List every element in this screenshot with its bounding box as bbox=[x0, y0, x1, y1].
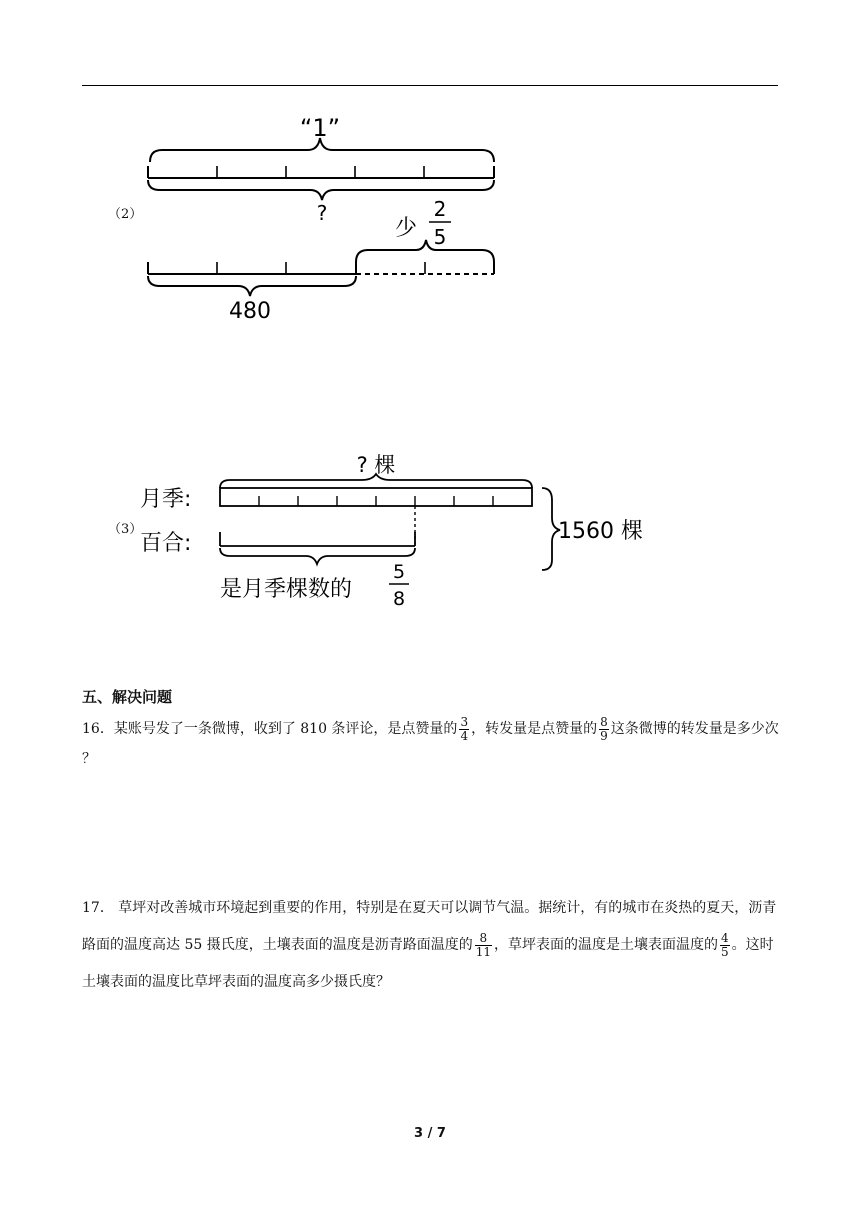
q16-part3: 这条微博的转发量是多少次 ？ bbox=[82, 721, 779, 767]
diagram2-bottom-brace bbox=[148, 276, 356, 296]
q17-fraction-1: $\frac{8}{11}$ bbox=[475, 930, 491, 959]
diagram3-bottom-brace bbox=[220, 548, 415, 564]
question-17 bbox=[82, 890, 782, 1001]
diagram2-question: ? bbox=[316, 201, 328, 225]
page-number: 3 / 7 bbox=[414, 1126, 446, 1141]
diagram3-total: 1560 棵 bbox=[558, 519, 643, 544]
diagram3-note-num: 5 bbox=[392, 561, 406, 583]
diagram2-less-brace bbox=[356, 240, 494, 262]
q17-part2: ，草坪表面的温度是土壤表面温度的 bbox=[494, 937, 718, 953]
diagram3-row2: 百合: bbox=[140, 531, 192, 556]
diagram2-one-label: “1” bbox=[299, 114, 341, 142]
question-16 bbox=[82, 714, 782, 774]
diagram3 bbox=[140, 448, 660, 616]
diagram3-label: （3） bbox=[108, 522, 143, 537]
diagram2-less-num: 2 bbox=[433, 197, 447, 221]
q17-part1: 17． 草坪对改善城市环境起到重要的作用，特别是在夏天可以调节气温。据统计，有的城市在炎热的夏天，沥青路面的温度高达 55 摄氏度，土壤表面的温度是沥青路面温度的 bbox=[82, 900, 777, 953]
diagram3-question: ? 棵 bbox=[356, 453, 396, 477]
diagram3-note: 是月季棵数的 bbox=[220, 577, 353, 602]
diagram2-less-den: 5 bbox=[433, 225, 447, 249]
section-title: 五、解决问题 bbox=[82, 688, 173, 706]
q16-part1: 16．某账号发了一条微博，收到了 810 条评论，是点赞量的 bbox=[82, 721, 458, 737]
q16-fraction-1: $\frac{3}{4}$ bbox=[460, 714, 469, 743]
q17-fraction-2: $\frac{4}{5}$ bbox=[721, 930, 729, 959]
diagram3-note-den: 8 bbox=[392, 588, 406, 610]
diagram2-bottom-value: 480 bbox=[229, 299, 271, 324]
diagram2 bbox=[140, 110, 510, 325]
diagram2-label: （2） bbox=[108, 207, 143, 222]
diagram3-row1: 月季: bbox=[140, 487, 192, 512]
q17-part3: 。这时土壤表面的温度比草坪表面的温度高多少摄氏度？ bbox=[82, 937, 774, 990]
q16-fraction-2: $\frac{8}{9}$ bbox=[600, 714, 608, 743]
header-rule bbox=[82, 85, 778, 86]
diagram2-less-text: 少 bbox=[394, 216, 418, 241]
q16-part2: ，转发量是点赞量的 bbox=[471, 721, 598, 737]
